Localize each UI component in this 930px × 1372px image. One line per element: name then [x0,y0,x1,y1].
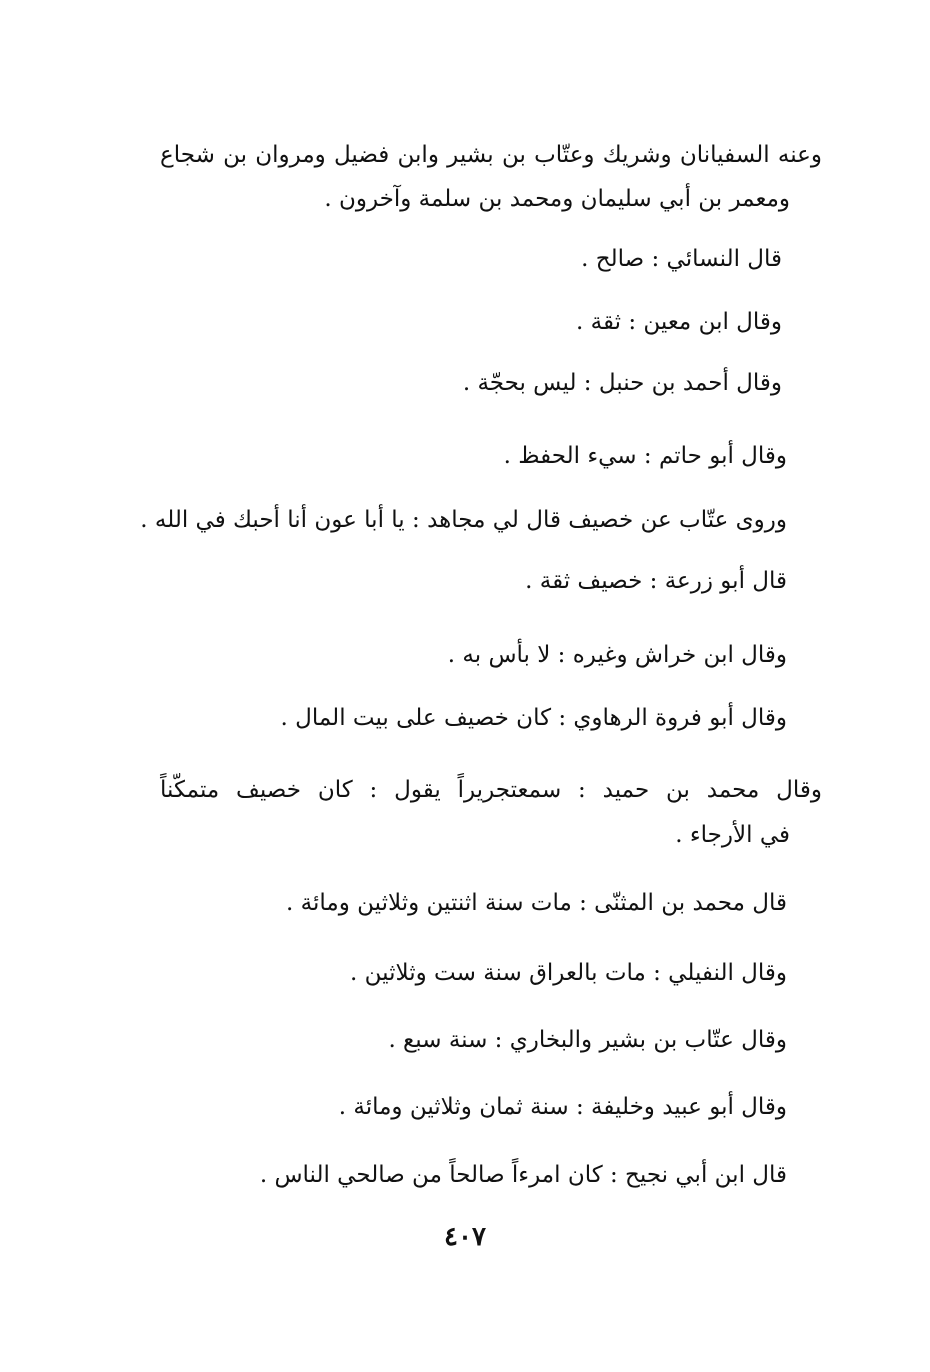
text-line-11: وقال محمد بن حميد : سمعتجريراً يقول : كان خصيف متمكّناً [160,777,822,803]
text-line-14: وقال النفيلي : مات بالعراق سنة ست وثلاثين . [350,960,787,986]
text-line-2: ومعمر بن أبي سليمان ومحمد بن سلمة وآخرون . [324,186,790,212]
text-line-15: وقال عتّاب بن بشير والبخاري : سنة سبع . [388,1027,787,1053]
text-line-17: قال ابن أبي نجيح : كان امرءاً صالحاً من صالحي الناس . [259,1162,787,1188]
text-line-10: وقال أبو فروة الرهاوي : كان خصيف على بيت المال . [280,705,787,731]
text-line-6: وقال أبو حاتم : سيء الحفظ . [503,443,787,469]
text-line-16: وقال أبو عبيد وخليفة : سنة ثمان وثلاثين ومائة . [338,1094,787,1120]
text-line-3: قال النسائي : صالح . [581,246,782,272]
text-line-5: وقال أحمد بن حنبل : ليس بحجّة . [462,370,782,396]
text-line-4: وقال ابن معين : ثقة . [576,309,782,335]
text-line-8: قال أبو زرعة : خصيف ثقة . [525,568,787,594]
page-number: ٤٠٧ [444,1222,486,1252]
text-line-12: في الأرجاء . [675,822,790,848]
text-line-7: وروى عتّاب عن خصيف قال لي مجاهد : يا أبا عون أنا أحبك في الله . [140,507,787,533]
text-line-1: وعنه السفيانان وشريك وعتّاب بن بشير وابن فضيل ومروان بن شجاع [160,142,822,168]
text-line-13: قال محمد بن المثنّى : مات سنة اثنتين وثلاثين ومائة . [286,890,787,916]
text-line-9: وقال ابن خراش وغيره : لا بأس به . [447,642,787,668]
